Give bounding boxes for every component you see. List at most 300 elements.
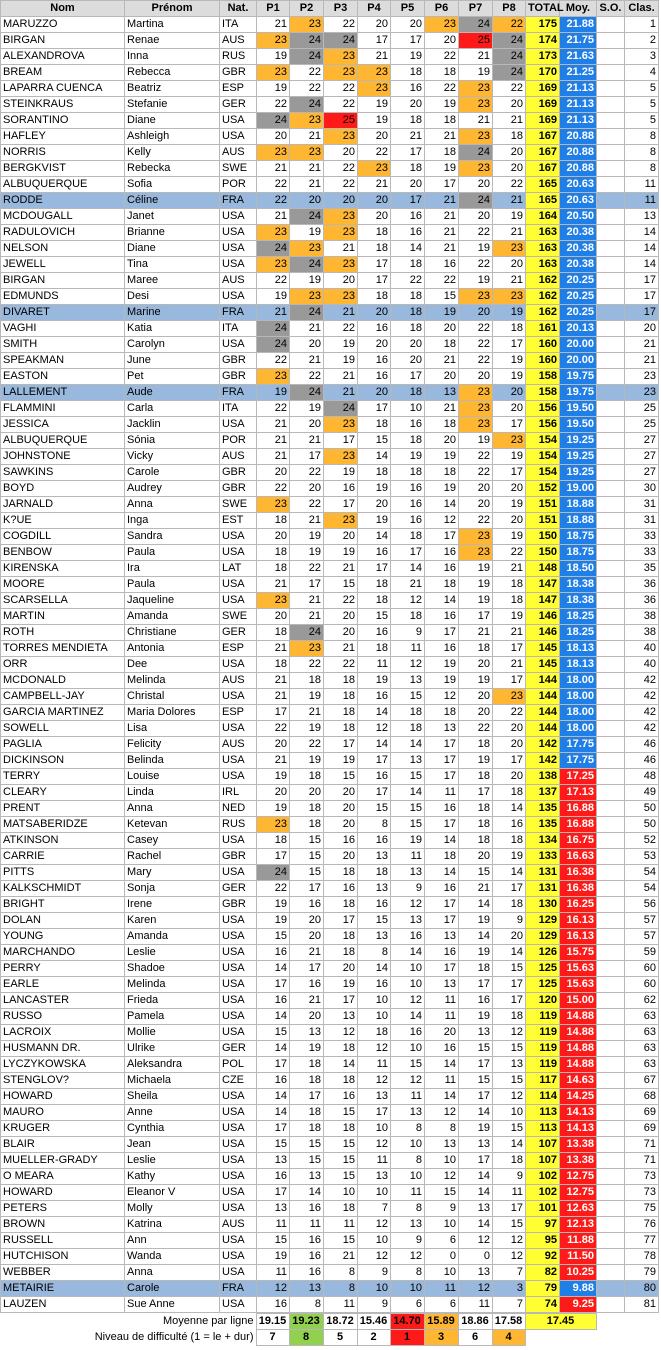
so-cell — [597, 961, 625, 977]
score-cell-p4: 17 — [358, 785, 391, 801]
score-cell-p5: 18 — [391, 433, 425, 449]
rank-cell: 63 — [625, 1041, 659, 1057]
score-cell-p5: 10 — [391, 977, 425, 993]
score-cell-p7: 14 — [459, 1169, 493, 1185]
average-label: Moyenne par ligne — [162, 1315, 254, 1327]
first-name-cell: Jean — [125, 1137, 220, 1153]
so-cell — [597, 785, 625, 801]
score-cell-p1: 17 — [257, 1057, 290, 1073]
average-cell: 21.13 — [560, 97, 597, 113]
score-cell-p3: 23 — [324, 417, 358, 433]
total-cell: 148 — [526, 561, 560, 577]
so-cell — [597, 177, 625, 193]
score-cell-p2: 19 — [290, 545, 324, 561]
last-name-cell: MARCHANDO — [1, 945, 125, 961]
first-name-cell: Maree — [125, 273, 220, 289]
total-cell: 167 — [526, 129, 560, 145]
score-cell-p6: 17 — [425, 769, 459, 785]
first-name-cell: Eleanor V — [125, 1185, 220, 1201]
score-cell-p5: 10 — [391, 1041, 425, 1057]
score-cell-p7: 22 — [459, 353, 493, 369]
score-cell-p6: 21 — [425, 241, 459, 257]
first-name-cell: Pet — [125, 369, 220, 385]
table-row — [1, 1057, 659, 1073]
score-cell-p8: 22 — [493, 705, 526, 721]
table-row — [1, 337, 659, 353]
column-header: P6 — [425, 1, 459, 17]
score-cell-p1: 12 — [257, 1281, 290, 1297]
average-cell: 16.38 — [560, 881, 597, 897]
total-cell: 131 — [526, 881, 560, 897]
score-cell-p7: 19 — [459, 593, 493, 609]
last-name-cell: YOUNG — [1, 929, 125, 945]
score-cell-p3: 16 — [324, 481, 358, 497]
last-name-cell: LAPARRA CUENCA — [1, 81, 125, 97]
score-cell-p6: 13 — [425, 1137, 459, 1153]
score-cell-p4: 16 — [358, 625, 391, 641]
score-cell-p1: 14 — [257, 1009, 290, 1025]
score-cell-p1: 22 — [257, 881, 290, 897]
table-row — [1, 721, 659, 737]
score-cell-p3: 20 — [324, 609, 358, 625]
first-name-cell: Diane — [125, 241, 220, 257]
score-cell-p4: 16 — [358, 321, 391, 337]
score-cell-p5: 19 — [391, 49, 425, 65]
score-cell-p5: 18 — [391, 705, 425, 721]
total-cell: 163 — [526, 225, 560, 241]
so-cell — [597, 737, 625, 753]
total-cell: 169 — [526, 81, 560, 97]
score-cell-p8: 17 — [493, 465, 526, 481]
score-cell-p8: 17 — [493, 753, 526, 769]
score-cell-p5: 13 — [391, 1217, 425, 1233]
nationality-cell: USA — [220, 689, 257, 705]
score-cell-p7: 17 — [459, 1089, 493, 1105]
score-cell-p1: 21 — [257, 753, 290, 769]
last-name-cell: DOLAN — [1, 913, 125, 929]
score-cell-p3: 17 — [324, 433, 358, 449]
score-cell-p6: 17 — [425, 913, 459, 929]
rank-cell: 50 — [625, 817, 659, 833]
score-cell-p1: 19 — [257, 289, 290, 305]
column-header: P5 — [391, 1, 425, 17]
score-cell-p4: 17 — [358, 1105, 391, 1121]
last-name-cell: ROTH — [1, 625, 125, 641]
table-row — [1, 289, 659, 305]
rank-cell: 69 — [625, 1121, 659, 1137]
score-cell-p2: 24 — [290, 209, 324, 225]
score-cell-p7: 19 — [459, 753, 493, 769]
score-cell-p1: 23 — [257, 145, 290, 161]
score-cell-p4: 19 — [358, 513, 391, 529]
total-cell: 156 — [526, 401, 560, 417]
rank-cell: 21 — [625, 337, 659, 353]
score-cell-p8: 20 — [493, 721, 526, 737]
score-cell-p3: 21 — [324, 1249, 358, 1265]
score-cell-p2: 24 — [290, 257, 324, 273]
nationality-cell: USA — [220, 1025, 257, 1041]
last-name-cell: HAFLEY — [1, 129, 125, 145]
nationality-cell: USA — [220, 417, 257, 433]
diff-p5: 1 — [390, 1330, 424, 1346]
so-cell — [597, 689, 625, 705]
table-row — [1, 625, 659, 641]
last-name-cell: DICKINSON — [1, 753, 125, 769]
table-row — [1, 577, 659, 593]
score-cell-p3: 8 — [324, 1265, 358, 1281]
total-cell: 142 — [526, 737, 560, 753]
score-cell-p4: 19 — [358, 113, 391, 129]
rank-cell: 59 — [625, 945, 659, 961]
first-name-cell: Rebecka — [125, 161, 220, 177]
score-cell-p1: 18 — [257, 561, 290, 577]
total-cell: 113 — [526, 1105, 560, 1121]
score-cell-p2: 16 — [290, 1201, 324, 1217]
first-name-cell: Dee — [125, 657, 220, 673]
score-cell-p5: 18 — [391, 289, 425, 305]
score-cell-p8: 15 — [493, 1121, 526, 1137]
nationality-cell: POR — [220, 433, 257, 449]
nationality-cell: USA — [220, 945, 257, 961]
last-name-cell: TERRY — [1, 769, 125, 785]
score-cell-p7: 22 — [459, 449, 493, 465]
score-cell-p2: 21 — [290, 705, 324, 721]
score-cell-p1: 14 — [257, 1089, 290, 1105]
average-cell: 21.25 — [560, 65, 597, 81]
rank-cell: 36 — [625, 577, 659, 593]
score-cell-p2: 15 — [290, 1137, 324, 1153]
last-name-cell: STEINKRAUS — [1, 97, 125, 113]
score-cell-p7: 19 — [459, 673, 493, 689]
last-name-cell: BLAIR — [1, 1137, 125, 1153]
score-cell-p5: 20 — [391, 177, 425, 193]
nationality-cell: USA — [220, 1009, 257, 1025]
score-cell-p6: 18 — [425, 337, 459, 353]
nationality-cell: AUS — [220, 673, 257, 689]
score-cell-p3: 12 — [324, 1025, 358, 1041]
total-cell: 129 — [526, 929, 560, 945]
score-cell-p7: 25 — [459, 33, 493, 49]
score-cell-p8: 24 — [493, 33, 526, 49]
score-cell-p4: 18 — [358, 865, 391, 881]
score-cell-p3: 15 — [324, 1233, 358, 1249]
score-cell-p8: 18 — [493, 593, 526, 609]
score-cell-p7: 18 — [459, 737, 493, 753]
score-cell-p8: 3 — [493, 1281, 526, 1297]
total-cell: 151 — [526, 513, 560, 529]
score-cell-p1: 23 — [257, 817, 290, 833]
average-cell: 13.38 — [560, 1137, 597, 1153]
first-name-cell: Amanda — [125, 609, 220, 625]
table-row — [1, 1217, 659, 1233]
score-cell-p2: 22 — [290, 65, 324, 81]
score-cell-p4: 18 — [358, 417, 391, 433]
score-cell-p6: 19 — [425, 449, 459, 465]
score-cell-p8: 14 — [493, 945, 526, 961]
score-cell-p3: 17 — [324, 737, 358, 753]
first-name-cell: Frieda — [125, 993, 220, 1009]
table-row — [1, 513, 659, 529]
score-cell-p6: 16 — [425, 609, 459, 625]
rank-cell: 30 — [625, 481, 659, 497]
rank-cell: 14 — [625, 257, 659, 273]
score-cell-p2: 21 — [290, 993, 324, 1009]
avg-total: 17.45 — [525, 1314, 596, 1330]
so-cell — [597, 337, 625, 353]
so-cell — [597, 673, 625, 689]
score-cell-p2: 22 — [290, 369, 324, 385]
score-cell-p2: 19 — [290, 273, 324, 289]
first-name-cell: Belinda — [125, 753, 220, 769]
nationality-cell: USA — [220, 113, 257, 129]
so-cell — [597, 113, 625, 129]
table-header — [1, 1, 659, 17]
score-cell-p4: 11 — [358, 657, 391, 673]
total-cell: 169 — [526, 113, 560, 129]
score-cell-p4: 22 — [358, 145, 391, 161]
nationality-cell: USA — [220, 833, 257, 849]
score-cell-p1: 15 — [257, 929, 290, 945]
so-cell — [597, 417, 625, 433]
so-cell — [597, 1185, 625, 1201]
score-cell-p8: 18 — [493, 577, 526, 593]
total-cell: 146 — [526, 609, 560, 625]
score-cell-p7: 11 — [459, 1297, 493, 1313]
first-name-cell: Michaela — [125, 1073, 220, 1089]
score-cell-p8: 17 — [493, 641, 526, 657]
nationality-cell: GER — [220, 881, 257, 897]
last-name-cell: TORRES MENDIETA — [1, 641, 125, 657]
score-cell-p6: 19 — [425, 97, 459, 113]
score-cell-p5: 18 — [391, 161, 425, 177]
last-name-cell: WEBBER — [1, 1265, 125, 1281]
score-cell-p1: 23 — [257, 33, 290, 49]
rank-cell: 54 — [625, 865, 659, 881]
score-cell-p2: 17 — [290, 449, 324, 465]
score-cell-p8: 18 — [493, 129, 526, 145]
average-cell: 20.63 — [560, 193, 597, 209]
average-cell: 17.13 — [560, 785, 597, 801]
score-cell-p6: 16 — [425, 945, 459, 961]
so-cell — [597, 97, 625, 113]
score-cell-p1: 18 — [257, 625, 290, 641]
score-cell-p7: 13 — [459, 1137, 493, 1153]
average-cell: 13.38 — [560, 1153, 597, 1169]
score-cell-p3: 20 — [324, 273, 358, 289]
rank-cell: 33 — [625, 529, 659, 545]
score-cell-p5: 14 — [391, 561, 425, 577]
score-cell-p4: 12 — [358, 1041, 391, 1057]
score-cell-p2: 13 — [290, 1169, 324, 1185]
last-name-cell: LALLEMENT — [1, 385, 125, 401]
score-cell-p5: 10 — [391, 1169, 425, 1185]
score-cell-p1: 11 — [257, 1265, 290, 1281]
score-cell-p8: 23 — [493, 241, 526, 257]
score-cell-p8: 18 — [493, 1153, 526, 1169]
score-cell-p1: 14 — [257, 1041, 290, 1057]
so-cell — [597, 1265, 625, 1281]
total-cell: 144 — [526, 721, 560, 737]
score-cell-p6: 16 — [425, 801, 459, 817]
table-row — [1, 1121, 659, 1137]
total-cell: 95 — [526, 1233, 560, 1249]
so-cell — [597, 753, 625, 769]
total-cell: 114 — [526, 1089, 560, 1105]
score-cell-p7: 15 — [459, 865, 493, 881]
score-cell-p1: 20 — [257, 129, 290, 145]
nationality-cell: FRA — [220, 1281, 257, 1297]
score-cell-p1: 21 — [257, 209, 290, 225]
so-cell — [597, 497, 625, 513]
score-cell-p8: 20 — [493, 385, 526, 401]
last-name-cell: RUSSELL — [1, 1233, 125, 1249]
first-name-cell: Brianne — [125, 225, 220, 241]
score-cell-p4: 19 — [358, 97, 391, 113]
last-name-cell: PRENT — [1, 801, 125, 817]
score-cell-p6: 9 — [425, 1201, 459, 1217]
last-name-cell: BIRGAN — [1, 33, 125, 49]
so-cell — [597, 465, 625, 481]
score-cell-p2: 23 — [290, 641, 324, 657]
table-row — [1, 673, 659, 689]
score-cell-p3: 18 — [324, 673, 358, 689]
average-cell: 16.38 — [560, 865, 597, 881]
score-cell-p3: 18 — [324, 1121, 358, 1137]
nationality-cell: GBR — [220, 897, 257, 913]
nationality-cell: USA — [220, 961, 257, 977]
score-cell-p6: 12 — [425, 1105, 459, 1121]
total-cell: 130 — [526, 897, 560, 913]
rank-cell: 71 — [625, 1137, 659, 1153]
score-cell-p3: 24 — [324, 33, 358, 49]
last-name-cell: METAIRIE — [1, 1281, 125, 1297]
so-cell — [597, 289, 625, 305]
score-cell-p4: 14 — [358, 737, 391, 753]
nationality-cell: USA — [220, 721, 257, 737]
score-cell-p4: 10 — [358, 1281, 391, 1297]
last-name-cell: MARUZZO — [1, 17, 125, 33]
average-cell: 21.88 — [560, 17, 597, 33]
score-cell-p2: 23 — [290, 113, 324, 129]
score-cell-p6: 20 — [425, 369, 459, 385]
total-cell: 174 — [526, 33, 560, 49]
last-name-cell: NORRIS — [1, 145, 125, 161]
score-cell-p5: 16 — [391, 81, 425, 97]
score-cell-p1: 21 — [257, 161, 290, 177]
score-cell-p3: 21 — [324, 561, 358, 577]
so-cell — [597, 1089, 625, 1105]
score-cell-p2: 20 — [290, 193, 324, 209]
average-cell: 19.50 — [560, 417, 597, 433]
score-cell-p2: 14 — [290, 1185, 324, 1201]
rank-cell: 62 — [625, 993, 659, 1009]
nationality-cell: USA — [220, 1185, 257, 1201]
score-cell-p5: 9 — [391, 881, 425, 897]
score-cell-p1: 19 — [257, 913, 290, 929]
score-cell-p2: 23 — [290, 17, 324, 33]
rank-cell: 46 — [625, 737, 659, 753]
score-cell-p2: 20 — [290, 337, 324, 353]
score-cell-p4: 18 — [358, 593, 391, 609]
score-cell-p7: 18 — [459, 801, 493, 817]
score-cell-p3: 21 — [324, 305, 358, 321]
score-cell-p4: 20 — [358, 209, 391, 225]
score-cell-p7: 19 — [459, 273, 493, 289]
score-cell-p3: 23 — [324, 129, 358, 145]
score-cell-p6: 23 — [425, 17, 459, 33]
diff-p7: 6 — [458, 1330, 492, 1346]
score-cell-p6: 16 — [425, 641, 459, 657]
score-cell-p5: 8 — [391, 1121, 425, 1137]
score-cell-p3: 15 — [324, 1137, 358, 1153]
last-name-cell: KALKSCHMIDT — [1, 881, 125, 897]
score-cell-p3: 21 — [324, 385, 358, 401]
score-cell-p7: 17 — [459, 977, 493, 993]
first-name-cell: Mollie — [125, 1025, 220, 1041]
so-cell — [597, 241, 625, 257]
total-cell: 154 — [526, 433, 560, 449]
score-cell-p1: 17 — [257, 705, 290, 721]
score-cell-p8: 21 — [493, 657, 526, 673]
score-cell-p5: 14 — [391, 241, 425, 257]
rank-cell: 80 — [625, 1281, 659, 1297]
avg-p4: 15.46 — [357, 1314, 390, 1330]
first-name-cell: Janet — [125, 209, 220, 225]
so-cell — [597, 49, 625, 65]
table-row — [1, 785, 659, 801]
first-name-cell: Leslie — [125, 1153, 220, 1169]
average-cell: 19.75 — [560, 385, 597, 401]
last-name-cell: KIRENSKA — [1, 561, 125, 577]
average-cell: 20.25 — [560, 273, 597, 289]
so-cell — [597, 1105, 625, 1121]
score-cell-p6: 12 — [425, 1169, 459, 1185]
nationality-cell: USA — [220, 1153, 257, 1169]
first-name-cell: Sofia — [125, 177, 220, 193]
score-cell-p1: 23 — [257, 369, 290, 385]
last-name-cell: COGDILL — [1, 529, 125, 545]
total-cell: 162 — [526, 289, 560, 305]
table-row — [1, 161, 659, 177]
table-row — [1, 241, 659, 257]
score-cell-p7: 14 — [459, 1185, 493, 1201]
score-cell-p2: 15 — [290, 1153, 324, 1169]
score-cell-p8: 19 — [493, 449, 526, 465]
rank-cell: 38 — [625, 609, 659, 625]
first-name-cell: Diane — [125, 113, 220, 129]
rank-cell: 1 — [625, 17, 659, 33]
last-name-cell: NELSON — [1, 241, 125, 257]
score-cell-p6: 13 — [425, 385, 459, 401]
score-cell-p6: 20 — [425, 321, 459, 337]
nationality-cell: USA — [220, 129, 257, 145]
score-cell-p1: 17 — [257, 1185, 290, 1201]
rank-cell: 57 — [625, 929, 659, 945]
avg-p7: 18.86 — [458, 1314, 492, 1330]
first-name-cell: Amanda — [125, 929, 220, 945]
score-cell-p8: 12 — [493, 1233, 526, 1249]
score-cell-p3: 20 — [324, 193, 358, 209]
score-cell-p4: 18 — [358, 225, 391, 241]
so-cell — [597, 401, 625, 417]
score-cell-p8: 20 — [493, 401, 526, 417]
total-cell: 102 — [526, 1169, 560, 1185]
score-cell-p2: 21 — [290, 129, 324, 145]
score-cell-p8: 16 — [493, 817, 526, 833]
score-cell-p4: 16 — [358, 897, 391, 913]
rank-cell: 76 — [625, 1217, 659, 1233]
score-cell-p5: 10 — [391, 1137, 425, 1153]
